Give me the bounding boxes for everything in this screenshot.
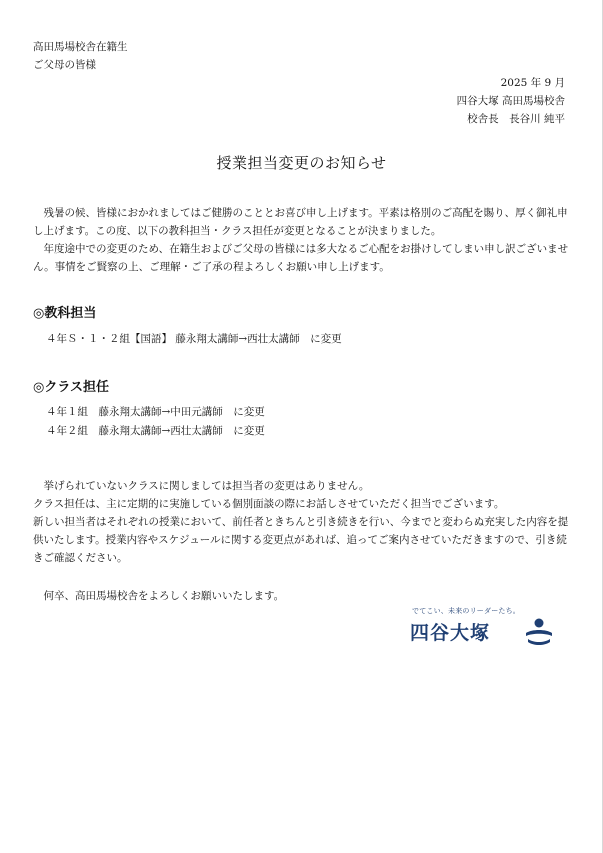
closing-paragraphs <box>33 477 573 567</box>
class-change-item-2: ４年２組 藤永翔太講師→西壮太講師 に変更 <box>46 425 265 437</box>
final-greeting: 何卒、高田馬場校舎をよろしくお願いいたします。 <box>43 590 285 602</box>
logo-tagline: でてこい、未来のリーダーたち。 <box>412 607 520 615</box>
yotsuya-otsuka-mark-icon <box>522 616 556 646</box>
sender-organization: 四谷大塚 高田馬場校舎 <box>456 95 565 107</box>
sender-principal: 校舎長 長谷川 純平 <box>467 113 565 125</box>
letter-date: 2025 年 9 月 <box>500 77 565 89</box>
intro-paragraphs <box>33 204 573 276</box>
subject-section-heading: ◎教科担当 <box>33 306 97 321</box>
closing-paragraph-2: クラス担任は、主に定期的に実施している個別面談の際にお話しさせていただく担当でございます。 <box>33 498 505 510</box>
class-section-heading: ◎クラス担任 <box>33 380 109 395</box>
intro-paragraph-1: 残暑の候、皆様におかれましてはご健勝のこととお喜び申し上げます。平素は格別のご高配を賜り、厚く御礼申し上げます。この度、以下の教科担当・クラス担任が変更となることが決まりました。 <box>33 207 568 237</box>
subject-change-item: ４年Ｓ・１・２組【国語】 藤永翔太講師→西壮太講師 に変更 <box>46 333 342 345</box>
addressee-line-1: 高田馬場校舎在籍生 <box>33 41 128 53</box>
yotsuya-otsuka-logo <box>410 606 560 650</box>
closing-paragraph-1: 挙げられていないクラスに関しましては担当者の変更はありません。 <box>43 480 370 492</box>
addressee-line-2: ご父母の皆様 <box>33 59 96 71</box>
class-change-item-1: ４年１組 藤永翔太講師→中田元講師 に変更 <box>46 406 265 418</box>
addressee-block <box>33 38 128 74</box>
closing-paragraph-3: 新しい担当者はそれぞれの授業において、前任者ときちんと引き続きを行い、今までと変わらぬ充実した内容を提供いたします。授業内容やスケジュールに関する変更点があれば、追ってご案内させていただきますので、引き続きご確認ください。 <box>33 516 569 564</box>
sender-block <box>457 74 565 128</box>
intro-paragraph-2: 年度途中での変更のため、在籍生およびご父母の皆様には多大なるご心配をお掛けしてしまい申し訳ございません。事情をご賢察の上、ご理解・ご了承の程よろしくお願い申し上げます。 <box>33 243 569 273</box>
letter-title: 授業担当変更のお知らせ <box>216 154 387 172</box>
logo-name: 四谷大塚 <box>410 622 491 644</box>
